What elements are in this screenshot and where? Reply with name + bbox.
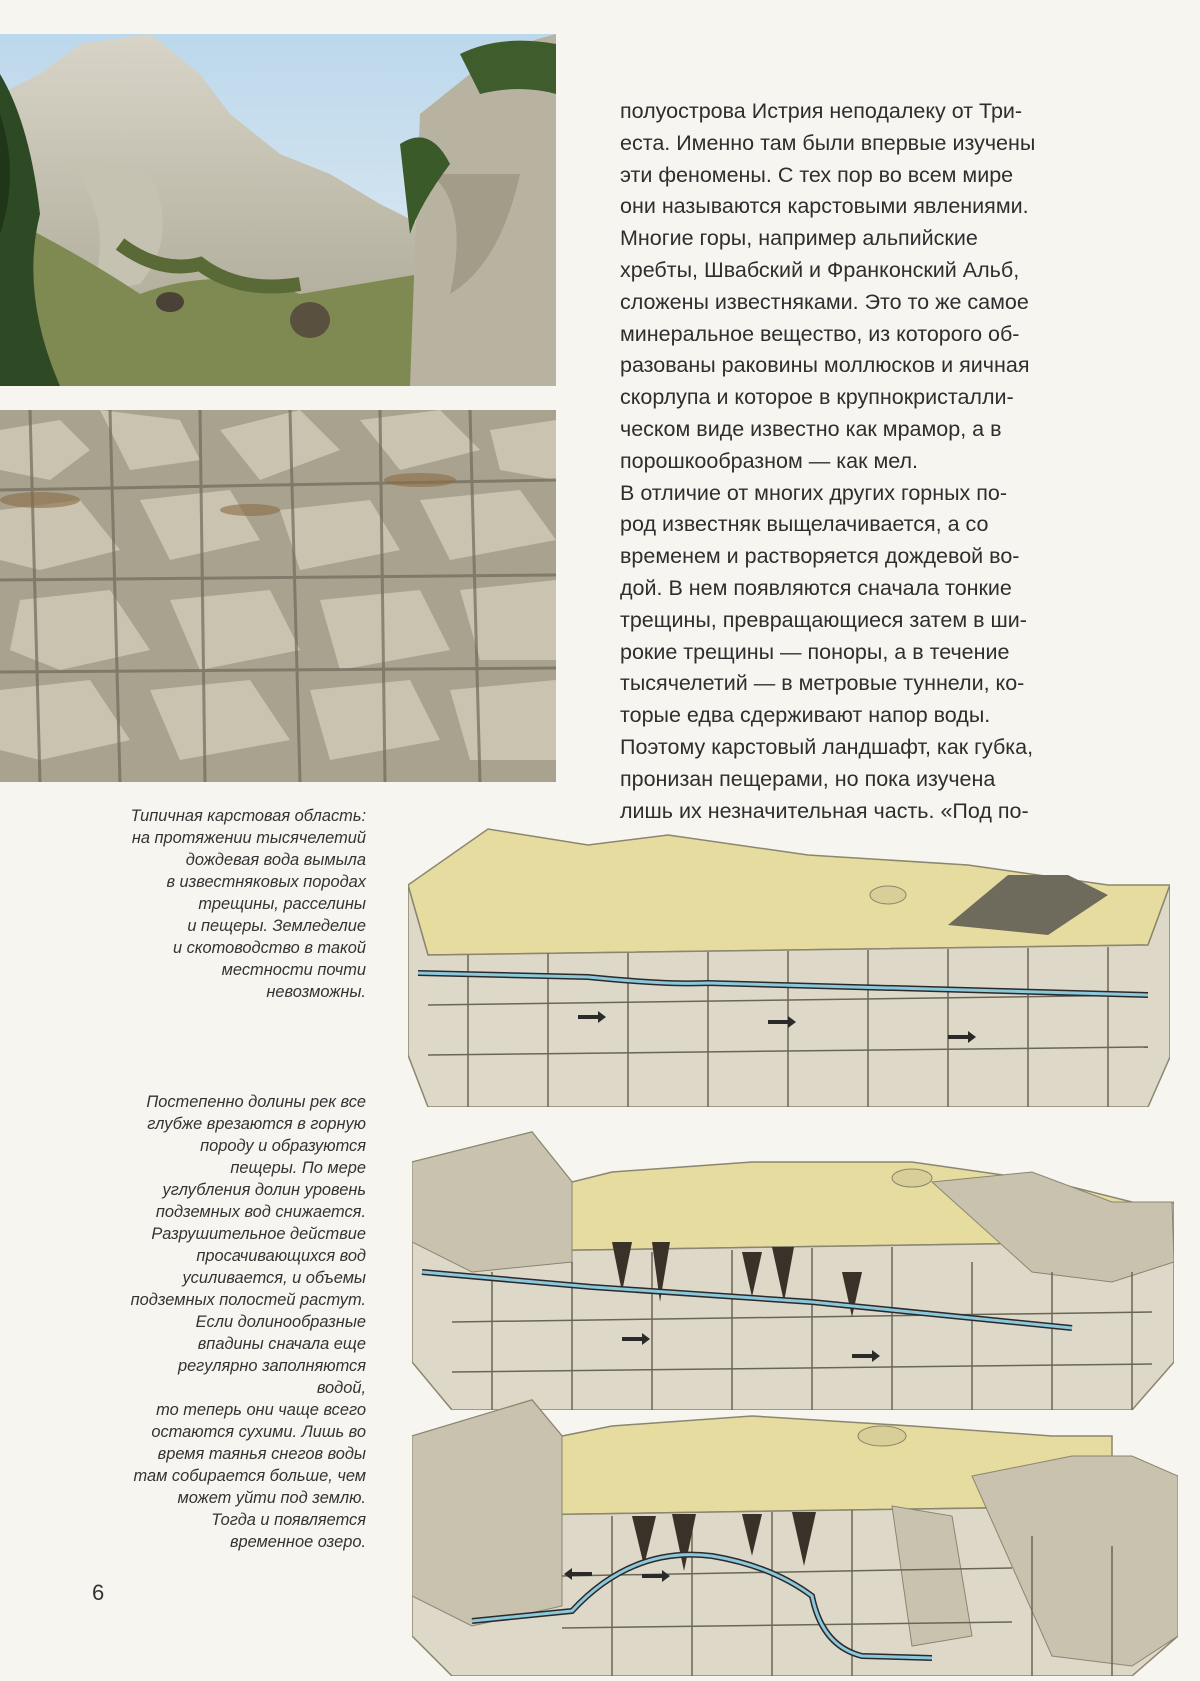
caption-line: пещеры. По мере: [230, 1159, 366, 1177]
photo-karst-field: [0, 410, 556, 782]
caption-line: временное озеро.: [229, 1533, 366, 1551]
caption-line: впадины сначала еще: [197, 1335, 366, 1353]
body-text: [620, 96, 1160, 827]
page-number: 6: [92, 1580, 105, 1605]
body-line: минеральное вещество, из которого об-: [620, 321, 1020, 346]
body-line: еста. Именно там были впервые изучены: [620, 130, 1036, 155]
caption-line: невозможны.: [266, 983, 366, 1001]
body-line: полуострова Истрия неподалеку от Три-: [620, 99, 1023, 123]
body-line: Поэтому карстовый ландшафт, как губка,: [620, 734, 1034, 759]
caption-karst-area: [60, 805, 366, 1003]
body-line: торые едва сдерживают напор воды.: [620, 703, 991, 728]
body-line: трещины, превращающиеся затем в ши-: [620, 607, 1027, 632]
body-line: пронизан пещерами, но пока изучена: [620, 766, 996, 791]
body-line: В отличие от многих других горных по-: [620, 480, 1008, 505]
caption-line: Постепенно долины рек все: [146, 1093, 366, 1111]
body-line: хребты, Швабский и Франконский Альб,: [620, 257, 1020, 282]
caption-line: подземных вод снижается.: [155, 1203, 366, 1221]
caption-line: местности почти: [221, 961, 366, 979]
body-line: Многие горы, например альпийские: [620, 226, 978, 251]
caption-line: трещины, расселины: [198, 895, 366, 913]
body-line: сложены известняками. Это то же самое: [620, 289, 1029, 314]
karst-block-diagram-stage-3: [412, 1396, 1178, 1676]
caption-line: регулярно заполняются: [177, 1357, 366, 1375]
body-line: эти феномены. С тех пор во всем мире: [620, 162, 1014, 187]
caption-line: водой,: [316, 1379, 366, 1397]
body-line: разованы раковины моллюсков и яичная: [620, 353, 1030, 378]
caption-line: углубления долин уровень: [162, 1181, 366, 1199]
body-line: ческом виде известно как мрамор, а в: [620, 416, 1002, 441]
caption-line: подземных полостей растут.: [130, 1291, 366, 1309]
caption-line: Если долинообразные: [195, 1313, 366, 1331]
body-line: лишь их незначительная часть. «Под по-: [620, 798, 1029, 823]
body-line: скорлупа и которое в крупнокристалли-: [620, 385, 1014, 410]
body-line: они называются карстовыми явлениями.: [620, 194, 1029, 219]
caption-line: Типичная карстовая область:: [130, 807, 366, 825]
caption-line: породу и образуются: [200, 1137, 366, 1155]
caption-line: Разрушительное действие: [151, 1225, 366, 1243]
caption-line: дождевая вода вымыла: [185, 851, 366, 869]
caption-line: то теперь они чаще всего: [156, 1401, 366, 1419]
body-line: род известняк выщелачивается, а со: [620, 512, 989, 537]
body-line: дой. В нем появляются сначала тонкие: [620, 575, 1012, 600]
caption-line: и пещеры. Земледелие: [187, 917, 366, 935]
caption-line: Тогда и появляется: [211, 1511, 366, 1529]
karst-block-diagram-stage-2: [412, 1122, 1174, 1410]
caption-line: может уйти под землю.: [177, 1489, 366, 1507]
body-line: рокие трещины — поноры, а в течение: [620, 639, 1010, 664]
caption-line: время таянья снегов воды: [157, 1445, 366, 1463]
caption-line: остаются сухими. Лишь во: [151, 1423, 366, 1441]
karst-block-diagram-stage-1: [408, 825, 1170, 1107]
caption-line: усиливается, и объемы: [182, 1269, 366, 1287]
photo-karst-gorge: [0, 34, 556, 386]
caption-line: там собирается больше, чем: [133, 1467, 366, 1485]
body-line: временем и растворяется дождевой во-: [620, 544, 1020, 569]
caption-line: на протяжении тысячелетий: [131, 829, 366, 847]
caption-line: и скотоводство в такой: [172, 939, 366, 957]
body-line: порошкообразном — как мел.: [620, 448, 918, 473]
body-line: тысячелетий — в метровые туннели, ко-: [620, 671, 1025, 696]
caption-line: в известняковых породах: [166, 873, 366, 891]
caption-line: просачивающихся вод: [196, 1247, 366, 1265]
caption-valley-deepening: [60, 1091, 366, 1553]
caption-line: глубже врезаются в горную: [147, 1115, 366, 1133]
